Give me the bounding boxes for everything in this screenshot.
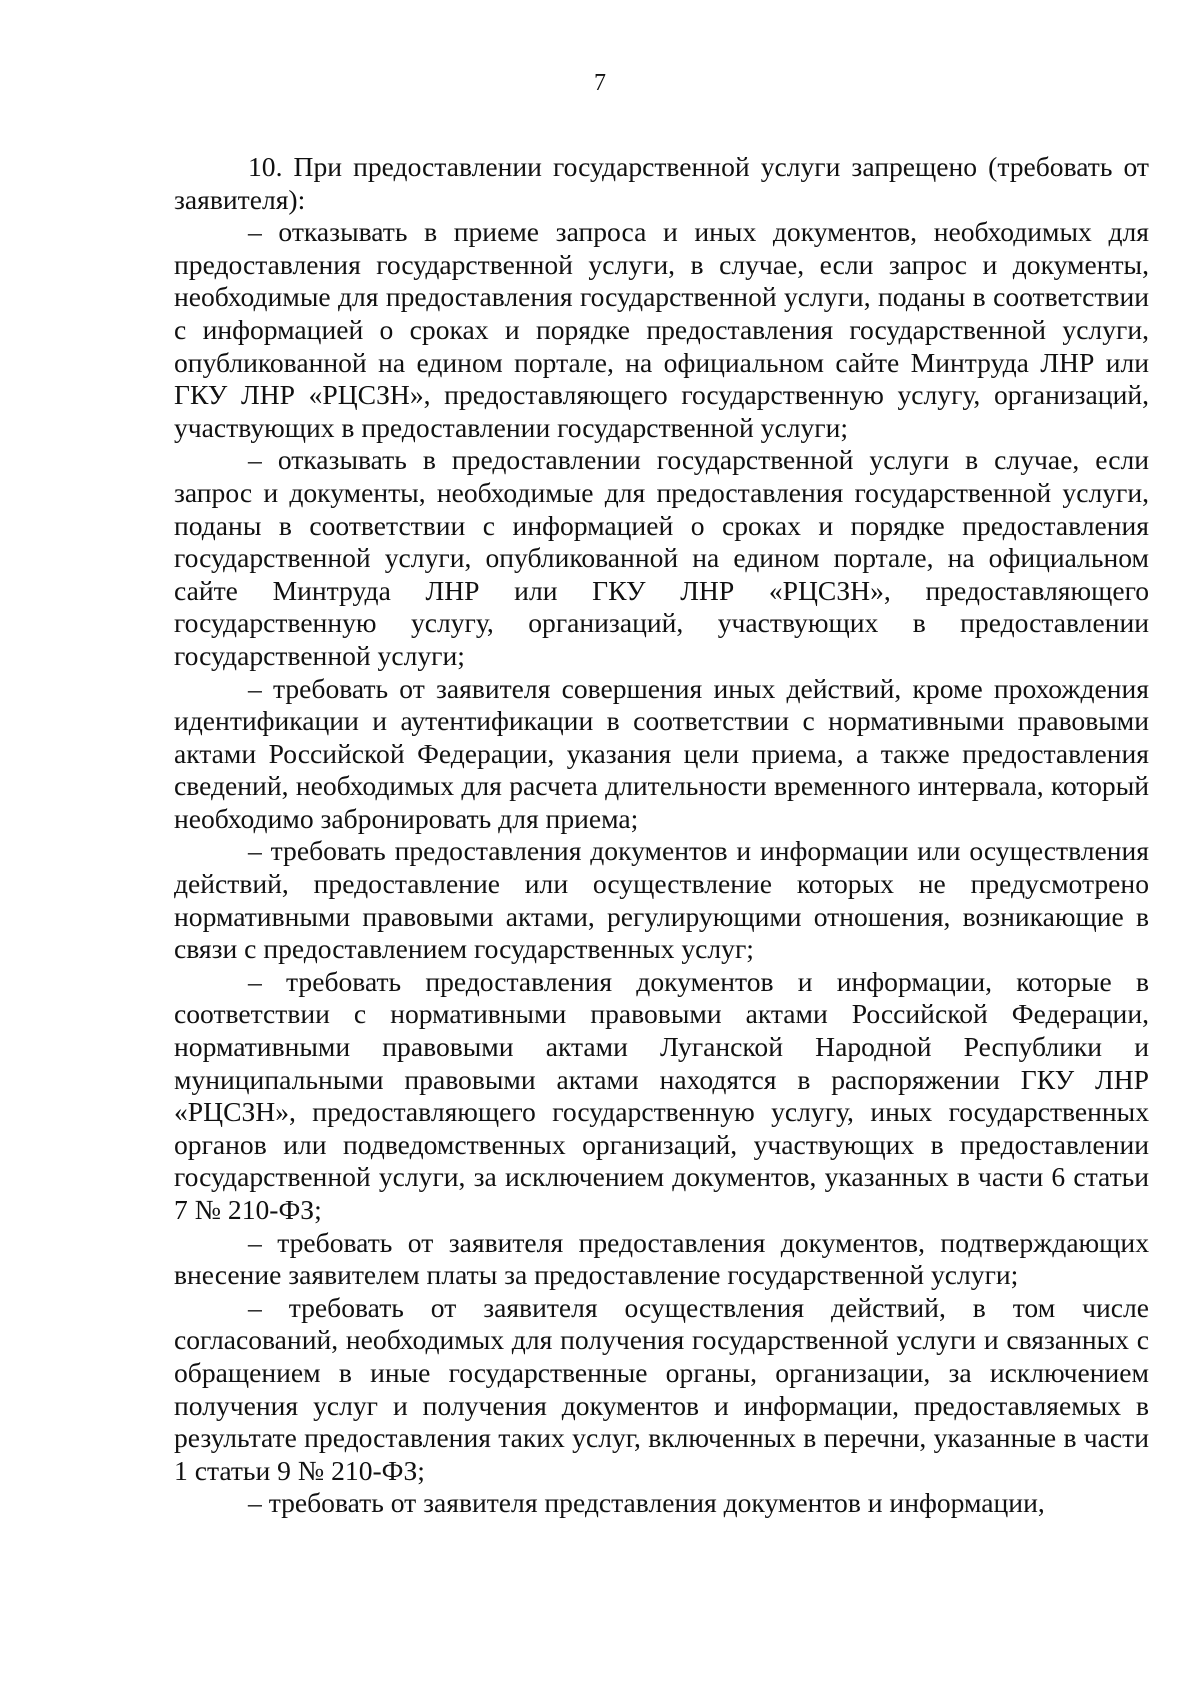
paragraph-refuse-acceptance: – отказывать в приеме запроса и иных документов, необходимых для предоставления государственной услуги, в случае, если запрос и документы, необходимые для предоставления государственной услуги, поданы в соответствии с информацией о сроках и порядке предоставления государственной услуги, опубликованной на едином портале, на официальном сайте Минтруда ЛНР или ГКУ ЛНР «РЦСЗН», предоставляющего государственную услугу, организаций, участвующих в предоставлении государственной услуги; [174, 216, 1149, 443]
paragraph-other-actions: – требовать от заявителя совершения иных действий, кроме прохождения идентификации и аутентификации в соответствии с нормативными правовыми актами Российской Федерации, указания цели приема, а также предоставления сведений, необходимых для расчета длительности временного интервала, который необходимо забронировать для приема; [174, 672, 1149, 834]
paragraph-prohibitions-intro: 10. При предоставлении государственной услуги запрещено (требовать от заявителя): [174, 151, 1149, 215]
paragraph-approvals: – требовать от заявителя осуществления действий, в том числе согласований, необходимых для получения государственной услуги и связанных с обращением в иные государственные органы, организации, за исключением получения услуг и получения документов и информации, предоставляемых в результате предоставления таких услуг, включенных в перечни, указанные в части 1 статьи 9 № 210-ФЗ; [174, 1291, 1149, 1486]
document-body [174, 151, 1149, 1520]
paragraph-refuse-provision: – отказывать в предоставлении государственной услуги в случае, если запрос и документы, необходимые для предоставления государственной услуги, поданы в соответствии с информацией о сроках и порядке предоставления государственной услуги, опубликованной на едином портале, на официальном сайте Минтруда ЛНР или ГКУ ЛНР «РЦСЗН», предоставляющего государственную услугу, организаций, участвующих в предоставлении государственной услуги; [174, 444, 1149, 671]
paragraph-payment-proof: – требовать от заявителя предоставления документов, подтверждающих внесение заявителем платы за предоставление государственной услуги; [174, 1226, 1149, 1291]
paragraph-documents-in-possession: – требовать предоставления документов и информации, которые в соответствии с нормативными правовыми актами Российской Федерации, нормативными правовыми актами Луганской Народной Республики и муниципальными правовыми актами находятся в распоряжении ГКУ ЛНР «РЦСЗН», предоставляющего государственную услугу, иных государственных органов или подведомственных организаций, участвующих в предоставлении государственной услуги, за исключением документов, указанных в части 6 статьи 7 № 210-ФЗ; [174, 965, 1149, 1225]
paragraph-unregulated-documents: – требовать предоставления документов и информации или осуществления действий, предоставление или осуществление которых не предусмотрено нормативными правовыми актами, регулирующими отношения, возникающие в связи с предоставлением государственных услуг; [174, 835, 1149, 965]
page-number: 7 [594, 70, 606, 96]
paragraph-documents-information: – требовать от заявителя представления документов и информации, [248, 1487, 1045, 1519]
